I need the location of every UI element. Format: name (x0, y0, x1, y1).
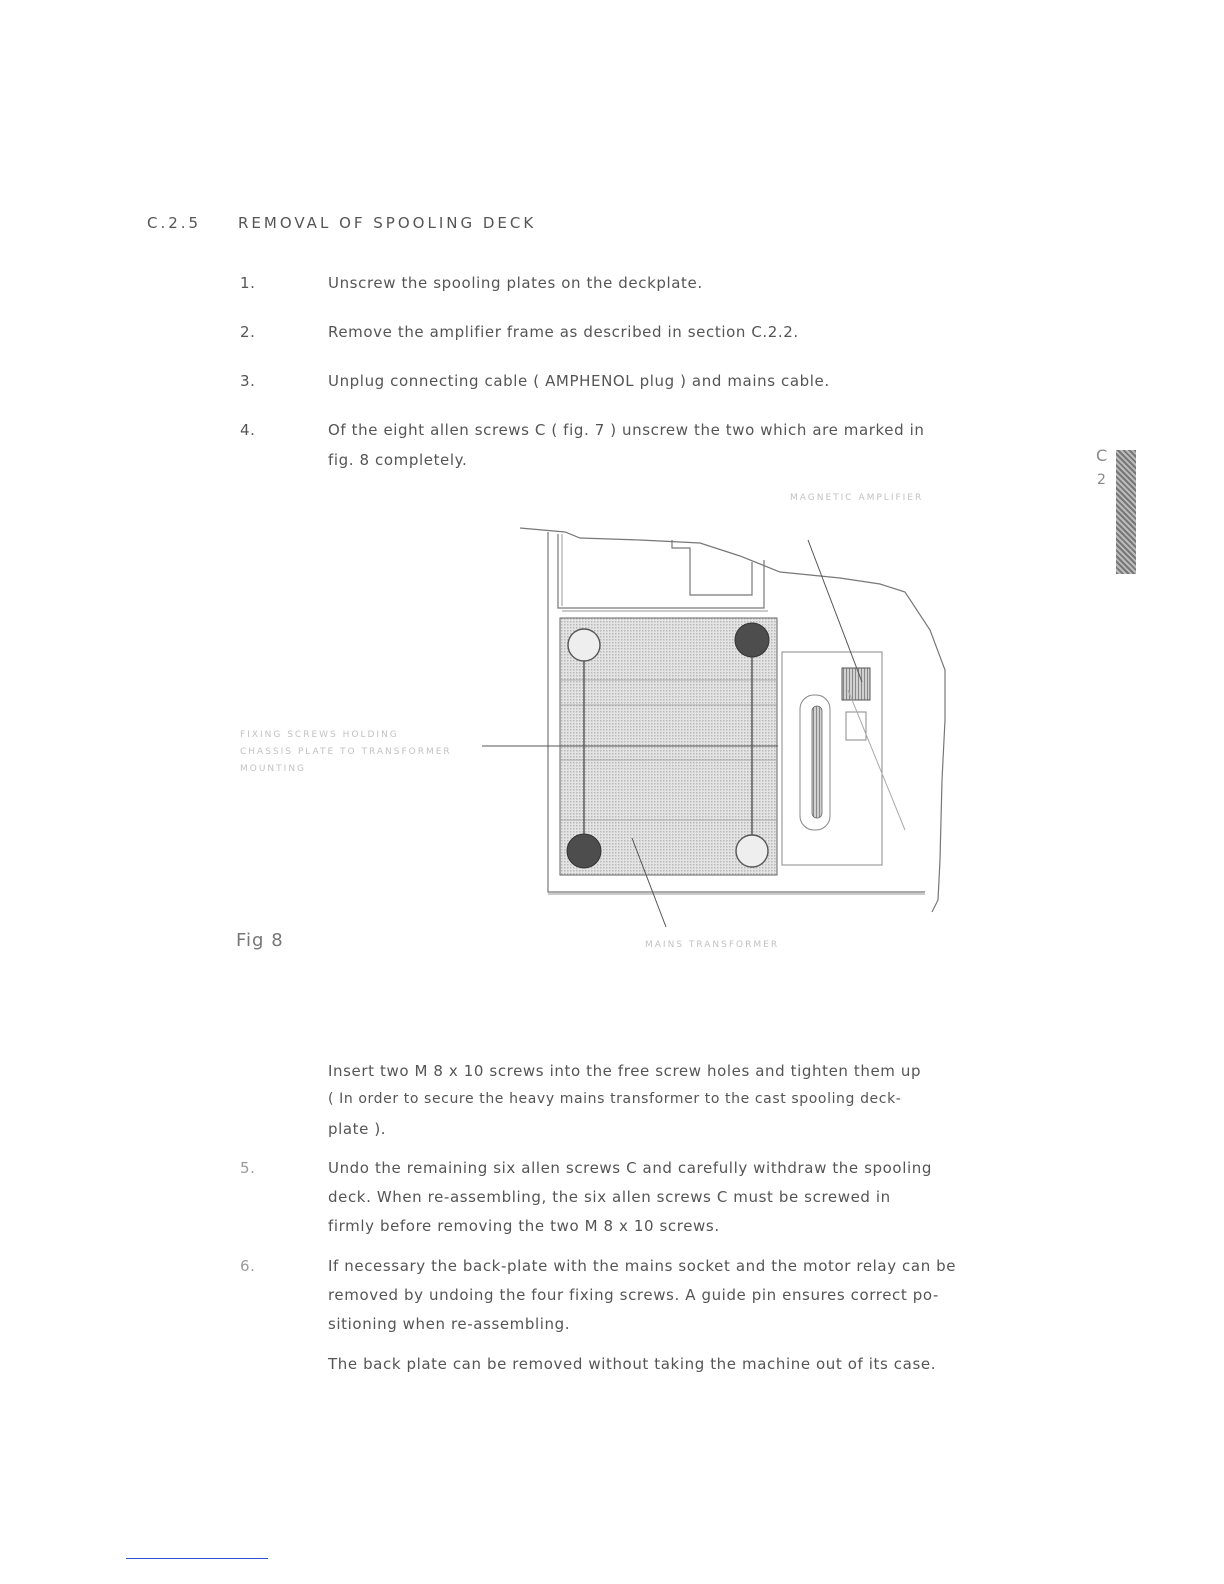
top-bracket (672, 540, 752, 595)
footer-rule (126, 1558, 268, 1559)
step-2-text: Remove the amplifier frame as described in section C.2.2. (328, 323, 799, 341)
step-5-text-line-1: Undo the remaining six allen screws C and carefully withdraw the spooling (328, 1159, 932, 1177)
amphenol-socket-pins (812, 706, 822, 818)
side-tab-letter: C (1096, 446, 1108, 465)
step-1-number: 1. (240, 274, 256, 292)
closing-note: The back plate can be removed without taking the machine out of its case. (328, 1355, 937, 1373)
step-4-text-line-2: fig. 8 completely. (328, 451, 468, 469)
callout-magnetic-amplifier: MAGNETIC AMPLIFIER (790, 493, 924, 503)
step-6-text-line-1: If necessary the back-plate with the mains socket and the motor relay can be (328, 1257, 957, 1275)
step-5-text-line-2: deck. When re-assembling, the six allen screws C must be screwed in (328, 1188, 891, 1206)
section-title: REMOVAL OF SPOOLING DECK (238, 214, 537, 232)
step-1-text: Unscrew the spooling plates on the deckplate. (328, 274, 703, 292)
step-5-text-line-3: firmly before removing the two M 8 x 10 screws. (328, 1217, 720, 1235)
magnetic-amplifier-block (842, 668, 870, 700)
step-6-text-line-2: removed by undoing the four fixing screws. A guide pin ensures correct po- (328, 1286, 939, 1304)
continuation-line-1: Insert two M 8 x 10 screws into the free screw holes and tighten them up (328, 1062, 922, 1080)
side-tab-number: 2 (1097, 472, 1106, 488)
callout-mains-transformer: MAINS TRANSFORMER (645, 940, 780, 950)
leader-magnetic-amplifier (808, 540, 862, 682)
step-6-text-line-3: sitioning when re-assembling. (328, 1315, 571, 1333)
step-3-number: 3. (240, 372, 256, 390)
step-5-number: 5. (240, 1159, 256, 1177)
screw-hole-free-top-left (568, 629, 600, 661)
section-number: C.2.5 (147, 214, 202, 232)
step-3-text: Unplug connecting cable ( AMPHENOL plug ) and mains cable. (328, 372, 830, 390)
upper-compartment (558, 534, 764, 608)
callout-fixing-screws-line-2: CHASSIS PLATE TO TRANSFORMER (240, 747, 452, 757)
step-6-number: 6. (240, 1257, 256, 1275)
screw-marked-bottom-left (567, 834, 601, 868)
screw-marked-top-right (735, 623, 769, 657)
figure-label: Fig 8 (236, 930, 284, 951)
step-2-number: 2. (240, 323, 256, 341)
continuation-line-2: ( In order to secure the heavy mains transformer to the cast spooling deck- (328, 1091, 902, 1107)
step-4-number: 4. (240, 421, 256, 439)
callout-fixing-screws-line-3: MOUNTING (240, 764, 307, 774)
continuation-line-3: plate ). (328, 1120, 387, 1138)
screw-hole-free-bottom-right (736, 835, 768, 867)
step-4-text-line-1: Of the eight allen screws C ( fig. 7 ) unscrew the two which are marked in (328, 421, 925, 439)
callout-fixing-screws-line-1: FIXING SCREWS HOLDING (240, 730, 399, 740)
